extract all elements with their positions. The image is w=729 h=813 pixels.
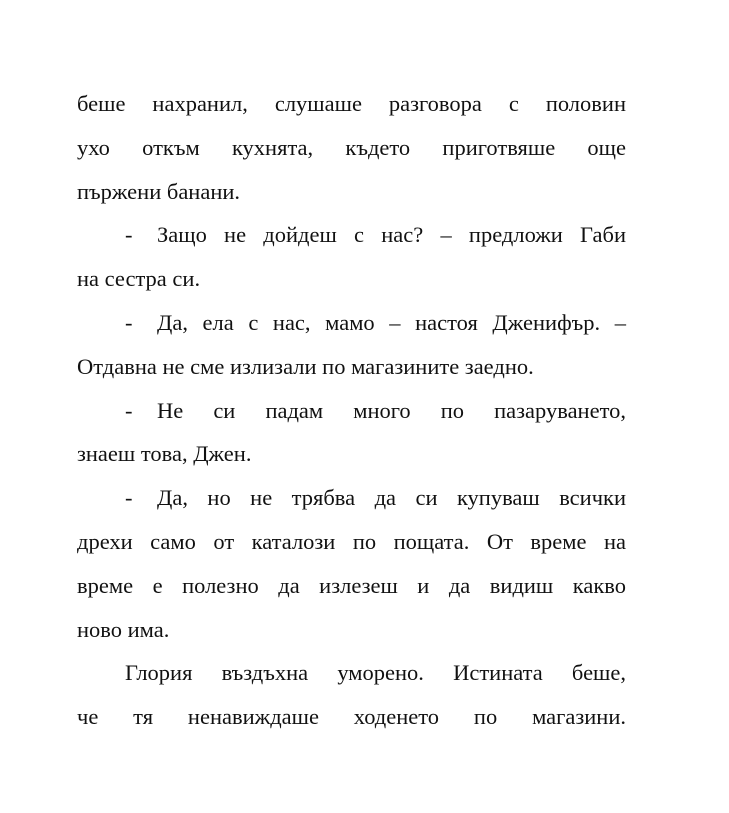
text-line: Отдавна не сме излизали по магазините заедно. xyxy=(77,353,534,379)
text-line: Глория въздъхна уморено. Истината беше, xyxy=(125,660,626,686)
text-line: ухо откъм кухнята, където приготвяше още xyxy=(77,134,626,160)
text-line: Не си падам много по пазаруването, xyxy=(157,397,626,423)
dialog-line xyxy=(77,389,626,433)
text-line: Да, но не трябва да си купуваш всички xyxy=(157,485,626,511)
paragraph xyxy=(77,651,626,739)
document-page xyxy=(77,82,626,739)
dialog-paragraph xyxy=(77,301,626,389)
text-line: дрехи само от каталози по пощата. От време на xyxy=(77,528,626,554)
text-line: време е полезно да излезеш и да видиш какво xyxy=(77,572,626,598)
dialog-paragraph xyxy=(77,476,626,651)
text-line: знаеш това, Джен. xyxy=(77,441,252,467)
dialog-line xyxy=(77,476,626,520)
dialog-dash: - xyxy=(125,485,133,511)
dialog-paragraph xyxy=(77,213,626,301)
text-line: ново има. xyxy=(77,616,170,642)
text-line: на сестра си. xyxy=(77,266,201,292)
text-line: пържени банани. xyxy=(77,178,241,204)
paragraph xyxy=(77,82,626,213)
text-line: Да, ела с нас, мамо – настоя Дженифър. – xyxy=(157,309,626,335)
text-line: Защо не дойдеш с нас? – предложи Габи xyxy=(157,222,626,248)
dialog-line xyxy=(77,213,626,257)
dialog-dash: - xyxy=(125,222,133,248)
text-line: беше нахранил, слушаше разговора с половин xyxy=(77,91,626,116)
dialog-line xyxy=(77,301,626,345)
text-line: че тя ненавиждаше ходенето по магазини. xyxy=(77,704,626,730)
dialog-dash: - xyxy=(125,397,133,423)
dialog-dash: - xyxy=(125,309,133,335)
dialog-paragraph xyxy=(77,389,626,477)
